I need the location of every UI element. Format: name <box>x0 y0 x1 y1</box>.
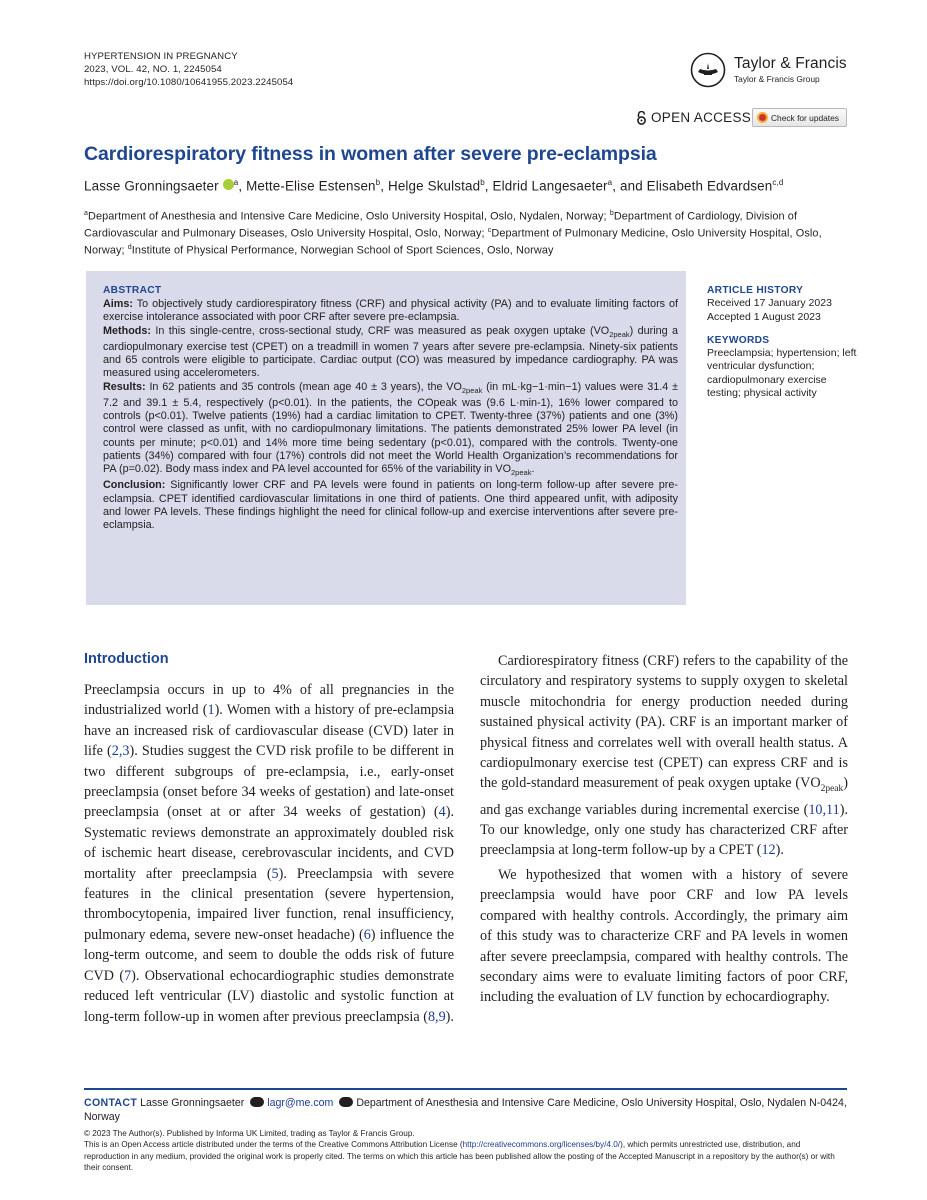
abstract-methods: Methods: In this single-centre, cross-sectional study, CRF was measured as peak oxygen uptake $(VO_{2peak})$ during a cardiopulmonary exercise test (CPET) on a treadmill in women 7 years after severe pre-eclampsia. Ninety-six patients and 65 controls were eligible to participate. Cardiac output (CO) was measured by impedance cardiography. PA was measured using accelerometers. <box>103 324 678 380</box>
publisher-lamp-icon <box>690 52 726 88</box>
citation-link[interactable]: 2,3 <box>111 743 130 760</box>
check-updates-label: Check for updates <box>771 112 839 123</box>
footer-divider <box>84 1088 847 1090</box>
affiliations: $^a$Department of Anesthesia and Intensive Care Medicine, Oslo University Hospital, Oslo, Nydalen, Norway; $^b$Department of Cardiology, Division of Cardiovascular and Pulmonary Diseases, Oslo University Hospital, Oslo, Norway; $^c$Department of Pulmonary Medicine, Oslo University Hospital, Oslo, Norway; $^d$Institute of Physical Performance, Norwegian School of Sport Sciences, Oslo, Norway <box>84 210 822 258</box>
author-affiliation-mark: a <box>233 178 239 187</box>
author-name[interactable]: Helge Skulstad <box>388 178 481 194</box>
publisher-group: Taylor & Francis Group <box>734 74 820 84</box>
check-updates-button[interactable] <box>752 108 847 127</box>
citation-link[interactable]: 10,11 <box>808 801 840 818</box>
author-affiliation-mark: b <box>480 178 485 187</box>
affiliation-d: Institute of Physical Performance, Norwegian School of Sport Sciences, Oslo, Norway <box>131 245 554 258</box>
author-list: Lasse Gronningsaeter $^a$, Mette-Elise Estensen$^b$, Helge Skulstad$^b$, Eldrid Langesaeter$^a$, and Elisabeth Edvardsen$^{c,d}$ <box>84 178 784 194</box>
citation-link[interactable]: 8,9 <box>427 1008 446 1025</box>
paragraph: We hypothesized that women with a history of severe preeclampsia would have poor CRF and low PA levels compared with healthy controls. Accordingly, the primary aim of this study was to characterize CRF and PA levels in women after severe preeclampsia, compared with healthy controls. The secondary aims were to evaluate limiting factors of poor CRF, including the evaluation of LV function by echocardiography. <box>480 866 848 1006</box>
section-heading-introduction: Introduction <box>84 651 169 667</box>
keywords-heading: KEYWORDS <box>707 334 770 346</box>
license-text: This is an Open Access article distributed under the terms of the Creative Commons Attribution License (http://creativecommons.org/licenses/by/4.0/), which permits unrestricted use, distribution, and reproduction in any medium, provided the original work is properly cited. The terms on which this article has been published allow the posting of the Accepted Manuscript in a repository by the author(s) or with their consent. <box>84 1140 835 1172</box>
citation-link[interactable]: 12 <box>761 842 776 859</box>
license-link[interactable]: http://creativecommons.org/licenses/by/4.0/ <box>462 1140 621 1150</box>
affiliation-a: Department of Anesthesia and Intensive Care Medicine, Oslo University Hospital, Oslo, Nydalen, Norway; <box>88 210 607 223</box>
author-name[interactable]: Mette-Elise Estensen <box>246 178 376 194</box>
open-access-text: OPEN ACCESS <box>651 110 752 125</box>
contact-name: Lasse Gronningsaeter <box>140 1097 245 1109</box>
citation-link[interactable]: 5 <box>271 865 279 882</box>
abstract-conclusion: Conclusion: Significantly lower CRF and PA levels were found in patients on long-term follow-up after severe pre-eclampsia. CPET identified cardiovascular limitations in one third of patients. One third appeared unfit, with adiposity and lower PA levels. These findings highlight the need for clinical follow-up and exercise interventions after severe pre-eclampsia. <box>103 479 678 531</box>
body-column-left <box>84 680 454 1027</box>
author-name[interactable]: Eldrid Langesaeter <box>492 178 608 194</box>
email-icon <box>250 1097 264 1107</box>
paragraph: Preeclampsia occurs in up to 4% of all pregnancies in the industrialized world (1). Women with a history of pre-eclampsia have an increased risk of cardiovascular disease (CVD) later in life (2,3). Studies suggest the CVD risk profile to be different in two different subgroups of pre-eclampsia, i.e., early-onset preeclampsia (onset before 34 weeks of gestation) and late-onset preeclampsia (onset at or after 34 weeks of gestation) (4). Systematic reviews demonstrate an approximately doubled risk of ischemic heart disease, cerebrovascular incidents, and CVD mortality after preeclampsia (5). Preeclampsia with severe features in the clinical presentation (severe hypertension, thrombocytopenia, impaired liver function, renal insufficiency, pulmonary edema, severe new-onset headache) (6) influence the long-term outcome, and seem to double the odds risk of future CVD (7). Observational echocardiographic studies demonstrate reduced left ventricular (LV) diastolic and systolic function at long-term follow-up in women after previous preeclampsia (8,9). <box>84 682 455 1025</box>
received-date: Received 17 January 2023 <box>707 297 832 310</box>
citation-link[interactable]: 4 <box>438 804 446 821</box>
author-affiliation-mark: c,d <box>772 178 784 187</box>
journal-name: HYPERTENSION IN PREGNANCY <box>84 51 238 62</box>
article-info-sidebar <box>707 284 857 410</box>
author-affiliation-mark: b <box>375 178 381 187</box>
author-name[interactable]: Lasse Gronningsaeter <box>84 178 219 194</box>
contact-address: Department of Anesthesia and Intensive Care Medicine, Oslo University Hospital, Oslo, Nydalen N-0424, Norway <box>84 1097 847 1123</box>
affiliation-b: Department of Cardiology, Division of Cardiovascular and Pulmonary Diseases, Oslo University Hospital, Oslo, Norway; <box>84 210 798 240</box>
journal-issue: 2023, VOL. 42, NO. 1, 2245054 <box>84 64 222 76</box>
keywords <box>707 334 857 400</box>
open-lock-icon <box>636 111 647 125</box>
check-updates-icon <box>757 112 768 123</box>
journal-header <box>84 50 293 90</box>
abstract-results: Results: In 62 patients and 35 controls (mean age 40 ± 3 years), the $VO_{2peak}$ (in mL·kg−1·min−1) values were 31.4 ± 7.2 and 39.1 ± 5.4, respectively (p<0.01). In the patients, the COpeak was (9.6 L·min-1), 16% lower compared to controls (p<0.01). Twelve patients (19%) had a cardiac limitation to CPET. Twenty-three (37%) patients and one (3%) control were classed as unfit, with no cardiopulmonary limitations. The patients demonstrated 25% lower PA level (in counts per minute; p<0.01) and 14% more time being sedentary (p<0.01), compared with the controls. Twenty-one patients (34%) compared with four (17%) controls did not meet the World Health Organization’s recommendations for PA (p=0.02). Body mass index and PA level accounted for 65% of the variability in $VO_{2peak}$. <box>103 380 678 478</box>
journal-doi[interactable]: https://doi.org/10.1080/10641955.2023.2245054 <box>84 77 294 89</box>
article-title: Cardiorespiratory fitness in women after severe pre-eclampsia <box>84 143 657 165</box>
open-access-label <box>636 110 751 125</box>
copyright-notice <box>84 1128 847 1173</box>
address-icon <box>339 1097 353 1107</box>
accepted-date: Accepted 1 August 2023 <box>707 310 821 323</box>
copyright-line: © 2023 The Author(s). Published by Informa UK Limited, trading as Taylor & Francis Group. <box>84 1129 415 1138</box>
citation-link[interactable]: 6 <box>363 926 371 943</box>
citation-link[interactable]: 1 <box>207 702 215 719</box>
abstract <box>103 284 678 532</box>
affiliation-c: Department of Pulmonary Medicine, Oslo University Hospital, Oslo, Norway; <box>84 227 822 258</box>
paragraph: Cardiorespiratory fitness (CRF) refers to the capability of the circulatory and respiratory systems to supply oxygen to skeletal muscle mitochondria for energy production needed during sustained physical activity (PA). CRF is an important marker of physical fitness and correlates well with overall health status. A cardiopulmonary exercise test (CPET) can express CRF and is the gold-standard measurement of peak oxygen uptake $(VO_{2peak})$ and gas exchange variables during incremental exercise (10,11). To our knowledge, only one study has characterized CRF after preeclampsia at long-term follow-up by a CPET (12). <box>480 653 848 859</box>
publisher-name: Taylor & Francis <box>734 55 847 72</box>
contact-info <box>84 1096 847 1124</box>
contact-email-link[interactable]: lagr@me.com <box>267 1097 334 1109</box>
body-column-right <box>480 651 848 1008</box>
keywords-list: Preeclampsia; hypertension; left ventricular dysfunction; cardiopulmonary exercise testing; physical activity <box>707 347 857 400</box>
abstract-aims: Aims: To objectively study cardiorespiratory fitness (CRF) and physical activity (PA) and to evaluate limiting factors of exercise intolerance associated with poor CRF after severe pre-eclampsia. <box>103 298 678 324</box>
citation-link[interactable]: 7 <box>124 967 132 984</box>
publisher-logo <box>690 49 860 91</box>
article-history <box>707 284 857 324</box>
author-name[interactable]: Elisabeth Edvardsen <box>646 178 773 194</box>
orcid-icon[interactable] <box>223 179 234 190</box>
author-affiliation-mark: a <box>607 178 613 187</box>
article-history-heading: ARTICLE HISTORY <box>707 285 804 296</box>
contact-label: CONTACT <box>84 1097 138 1109</box>
abstract-heading: ABSTRACT <box>103 285 162 296</box>
